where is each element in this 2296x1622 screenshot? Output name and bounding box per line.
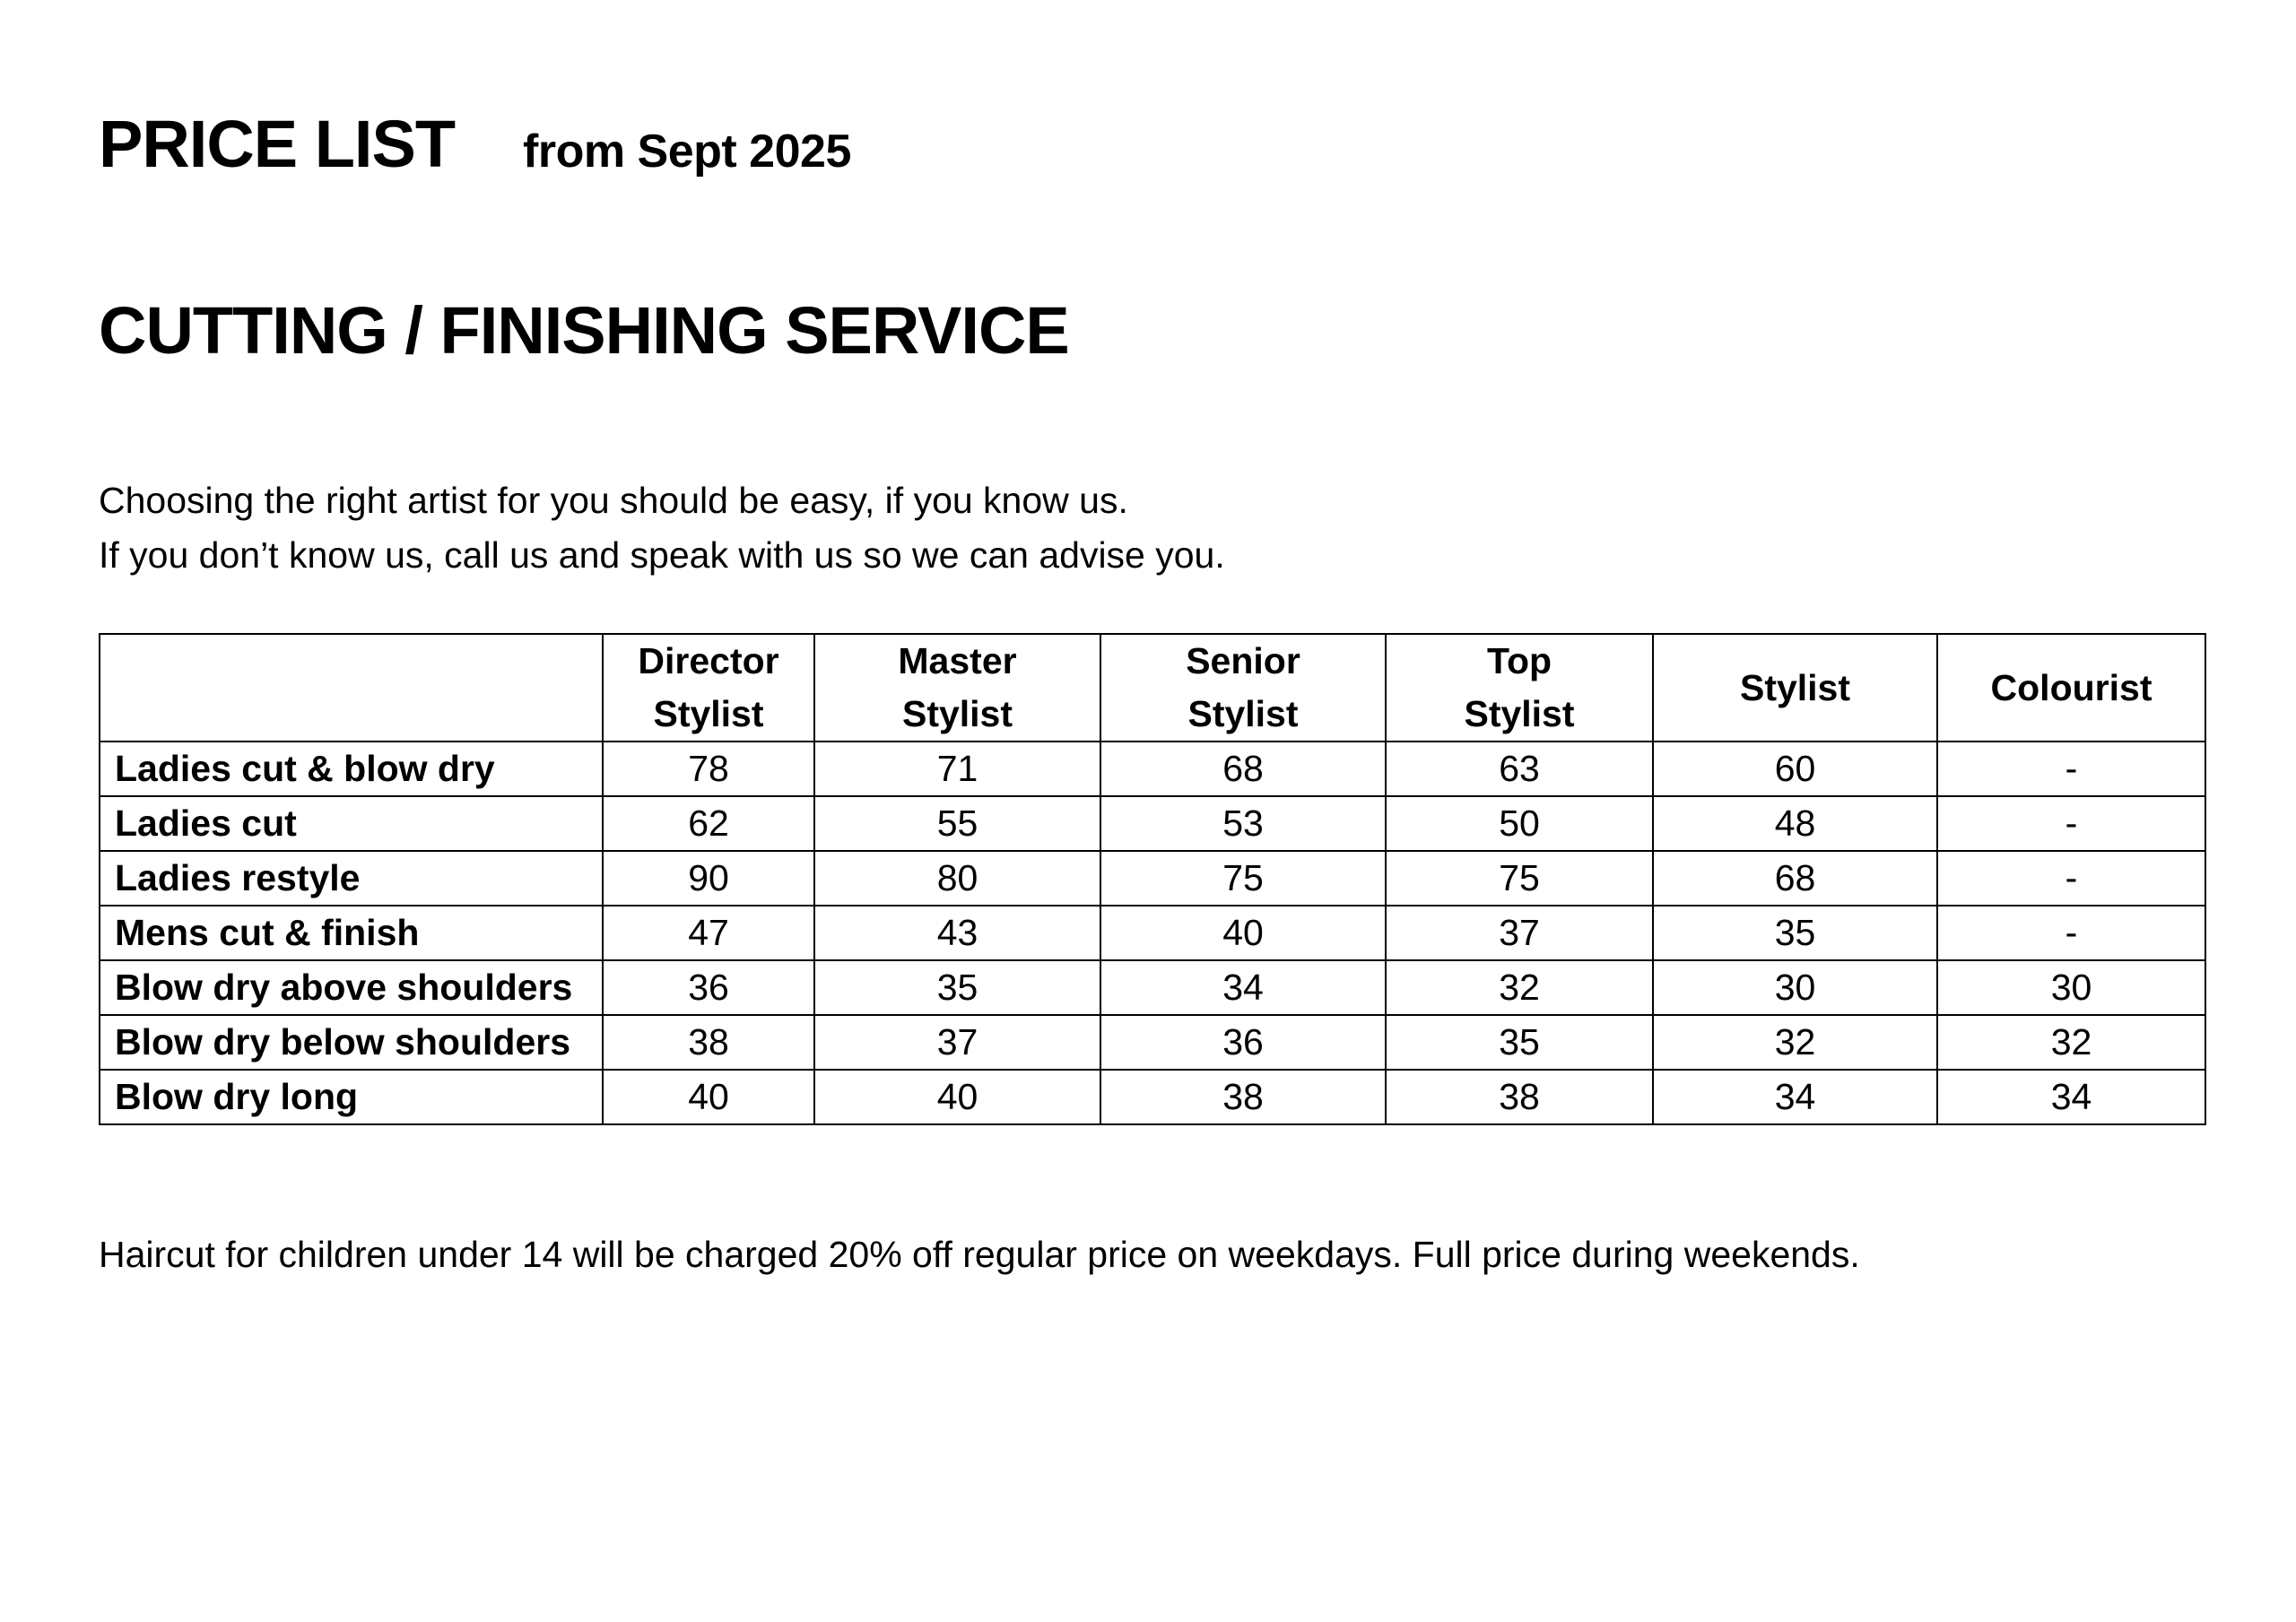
title-row xyxy=(99,106,851,182)
column-header-top-stylist xyxy=(1386,634,1653,742)
price-cell: 35 xyxy=(1653,906,1937,960)
service-name: Blow dry long xyxy=(100,1070,603,1124)
column-header-line: Colourist xyxy=(1990,666,2152,708)
service-name: Ladies restyle xyxy=(100,851,603,906)
service-name: Ladies cut & blow dry xyxy=(100,742,603,796)
table-row xyxy=(100,906,2205,960)
price-cell: 47 xyxy=(603,906,814,960)
page-subtitle: from Sept 2025 xyxy=(523,126,851,178)
table-header-row xyxy=(100,634,2205,742)
price-cell: 80 xyxy=(814,851,1100,906)
price-cell: 78 xyxy=(603,742,814,796)
price-cell: 36 xyxy=(1100,1015,1386,1070)
service-name: Mens cut & finish xyxy=(100,906,603,960)
price-cell: 55 xyxy=(814,796,1100,851)
column-header-line: Stylist xyxy=(901,693,1013,734)
price-cell: 32 xyxy=(1937,1015,2205,1070)
page-title: PRICE LIST xyxy=(99,107,456,181)
price-cell: 40 xyxy=(603,1070,814,1124)
service-name: Blow dry above shoulders xyxy=(100,960,603,1015)
intro-paragraph xyxy=(99,473,1225,583)
price-cell: 71 xyxy=(814,742,1100,796)
column-header-line: Stylist xyxy=(1739,666,1851,708)
price-cell: 40 xyxy=(1100,906,1386,960)
column-header-line: Top xyxy=(1486,640,1552,681)
price-cell: 62 xyxy=(603,796,814,851)
column-header-senior-stylist xyxy=(1100,634,1386,742)
price-cell: 30 xyxy=(1653,960,1937,1015)
price-cell: 60 xyxy=(1653,742,1937,796)
price-cell: 35 xyxy=(814,960,1100,1015)
price-cell: 32 xyxy=(1386,960,1653,1015)
price-cell: - xyxy=(1937,906,2205,960)
table-row xyxy=(100,1015,2205,1070)
price-cell: 63 xyxy=(1386,742,1653,796)
column-header-empty xyxy=(100,634,603,742)
price-cell: 38 xyxy=(1386,1070,1653,1124)
price-cell: - xyxy=(1937,796,2205,851)
service-name: Ladies cut xyxy=(100,796,603,851)
intro-line-1: Choosing the right artist for you should be easy, if you know us. xyxy=(99,480,1128,521)
price-cell: 34 xyxy=(1100,960,1386,1015)
table-row xyxy=(100,851,2205,906)
price-cell: 38 xyxy=(603,1015,814,1070)
column-header-colourist xyxy=(1937,634,2205,742)
price-cell: 90 xyxy=(603,851,814,906)
column-header-line: Master xyxy=(898,640,1017,681)
price-cell: 30 xyxy=(1937,960,2205,1015)
price-cell: 35 xyxy=(1386,1015,1653,1070)
price-cell: 75 xyxy=(1100,851,1386,906)
column-header-director-stylist xyxy=(603,634,814,742)
price-cell: 48 xyxy=(1653,796,1937,851)
price-cell: 53 xyxy=(1100,796,1386,851)
price-cell: 38 xyxy=(1100,1070,1386,1124)
price-cell: 68 xyxy=(1653,851,1937,906)
price-cell: 34 xyxy=(1937,1070,2205,1124)
column-header-line: Stylist xyxy=(1187,693,1299,734)
table-row xyxy=(100,742,2205,796)
service-name: Blow dry below shoulders xyxy=(100,1015,603,1070)
price-cell: 43 xyxy=(814,906,1100,960)
footnote: Haircut for children under 14 will be charged 20% off regular price on weekdays. Full price during weekends. xyxy=(99,1234,1860,1275)
intro-line-2: If you don’t know us, call us and speak with us so we can advise you. xyxy=(99,534,1225,576)
price-cell: 37 xyxy=(814,1015,1100,1070)
price-cell: 68 xyxy=(1100,742,1386,796)
column-header-line: Senior xyxy=(1186,640,1300,681)
price-table xyxy=(99,633,2206,1125)
section-heading: CUTTING / FINISHING SERVICE xyxy=(99,293,1069,368)
price-cell: - xyxy=(1937,851,2205,906)
table-row xyxy=(100,1070,2205,1124)
column-header-master-stylist xyxy=(814,634,1100,742)
table-row xyxy=(100,960,2205,1015)
price-cell: 36 xyxy=(603,960,814,1015)
column-header-line: Stylist xyxy=(1464,693,1575,734)
price-cell: 50 xyxy=(1386,796,1653,851)
column-header-line: Stylist xyxy=(653,693,764,734)
price-cell: 37 xyxy=(1386,906,1653,960)
price-cell: 34 xyxy=(1653,1070,1937,1124)
column-header-line: Director xyxy=(638,640,779,681)
price-cell: 75 xyxy=(1386,851,1653,906)
column-header-stylist xyxy=(1653,634,1937,742)
table-row xyxy=(100,796,2205,851)
price-cell: - xyxy=(1937,742,2205,796)
price-cell: 32 xyxy=(1653,1015,1937,1070)
price-cell: 40 xyxy=(814,1070,1100,1124)
